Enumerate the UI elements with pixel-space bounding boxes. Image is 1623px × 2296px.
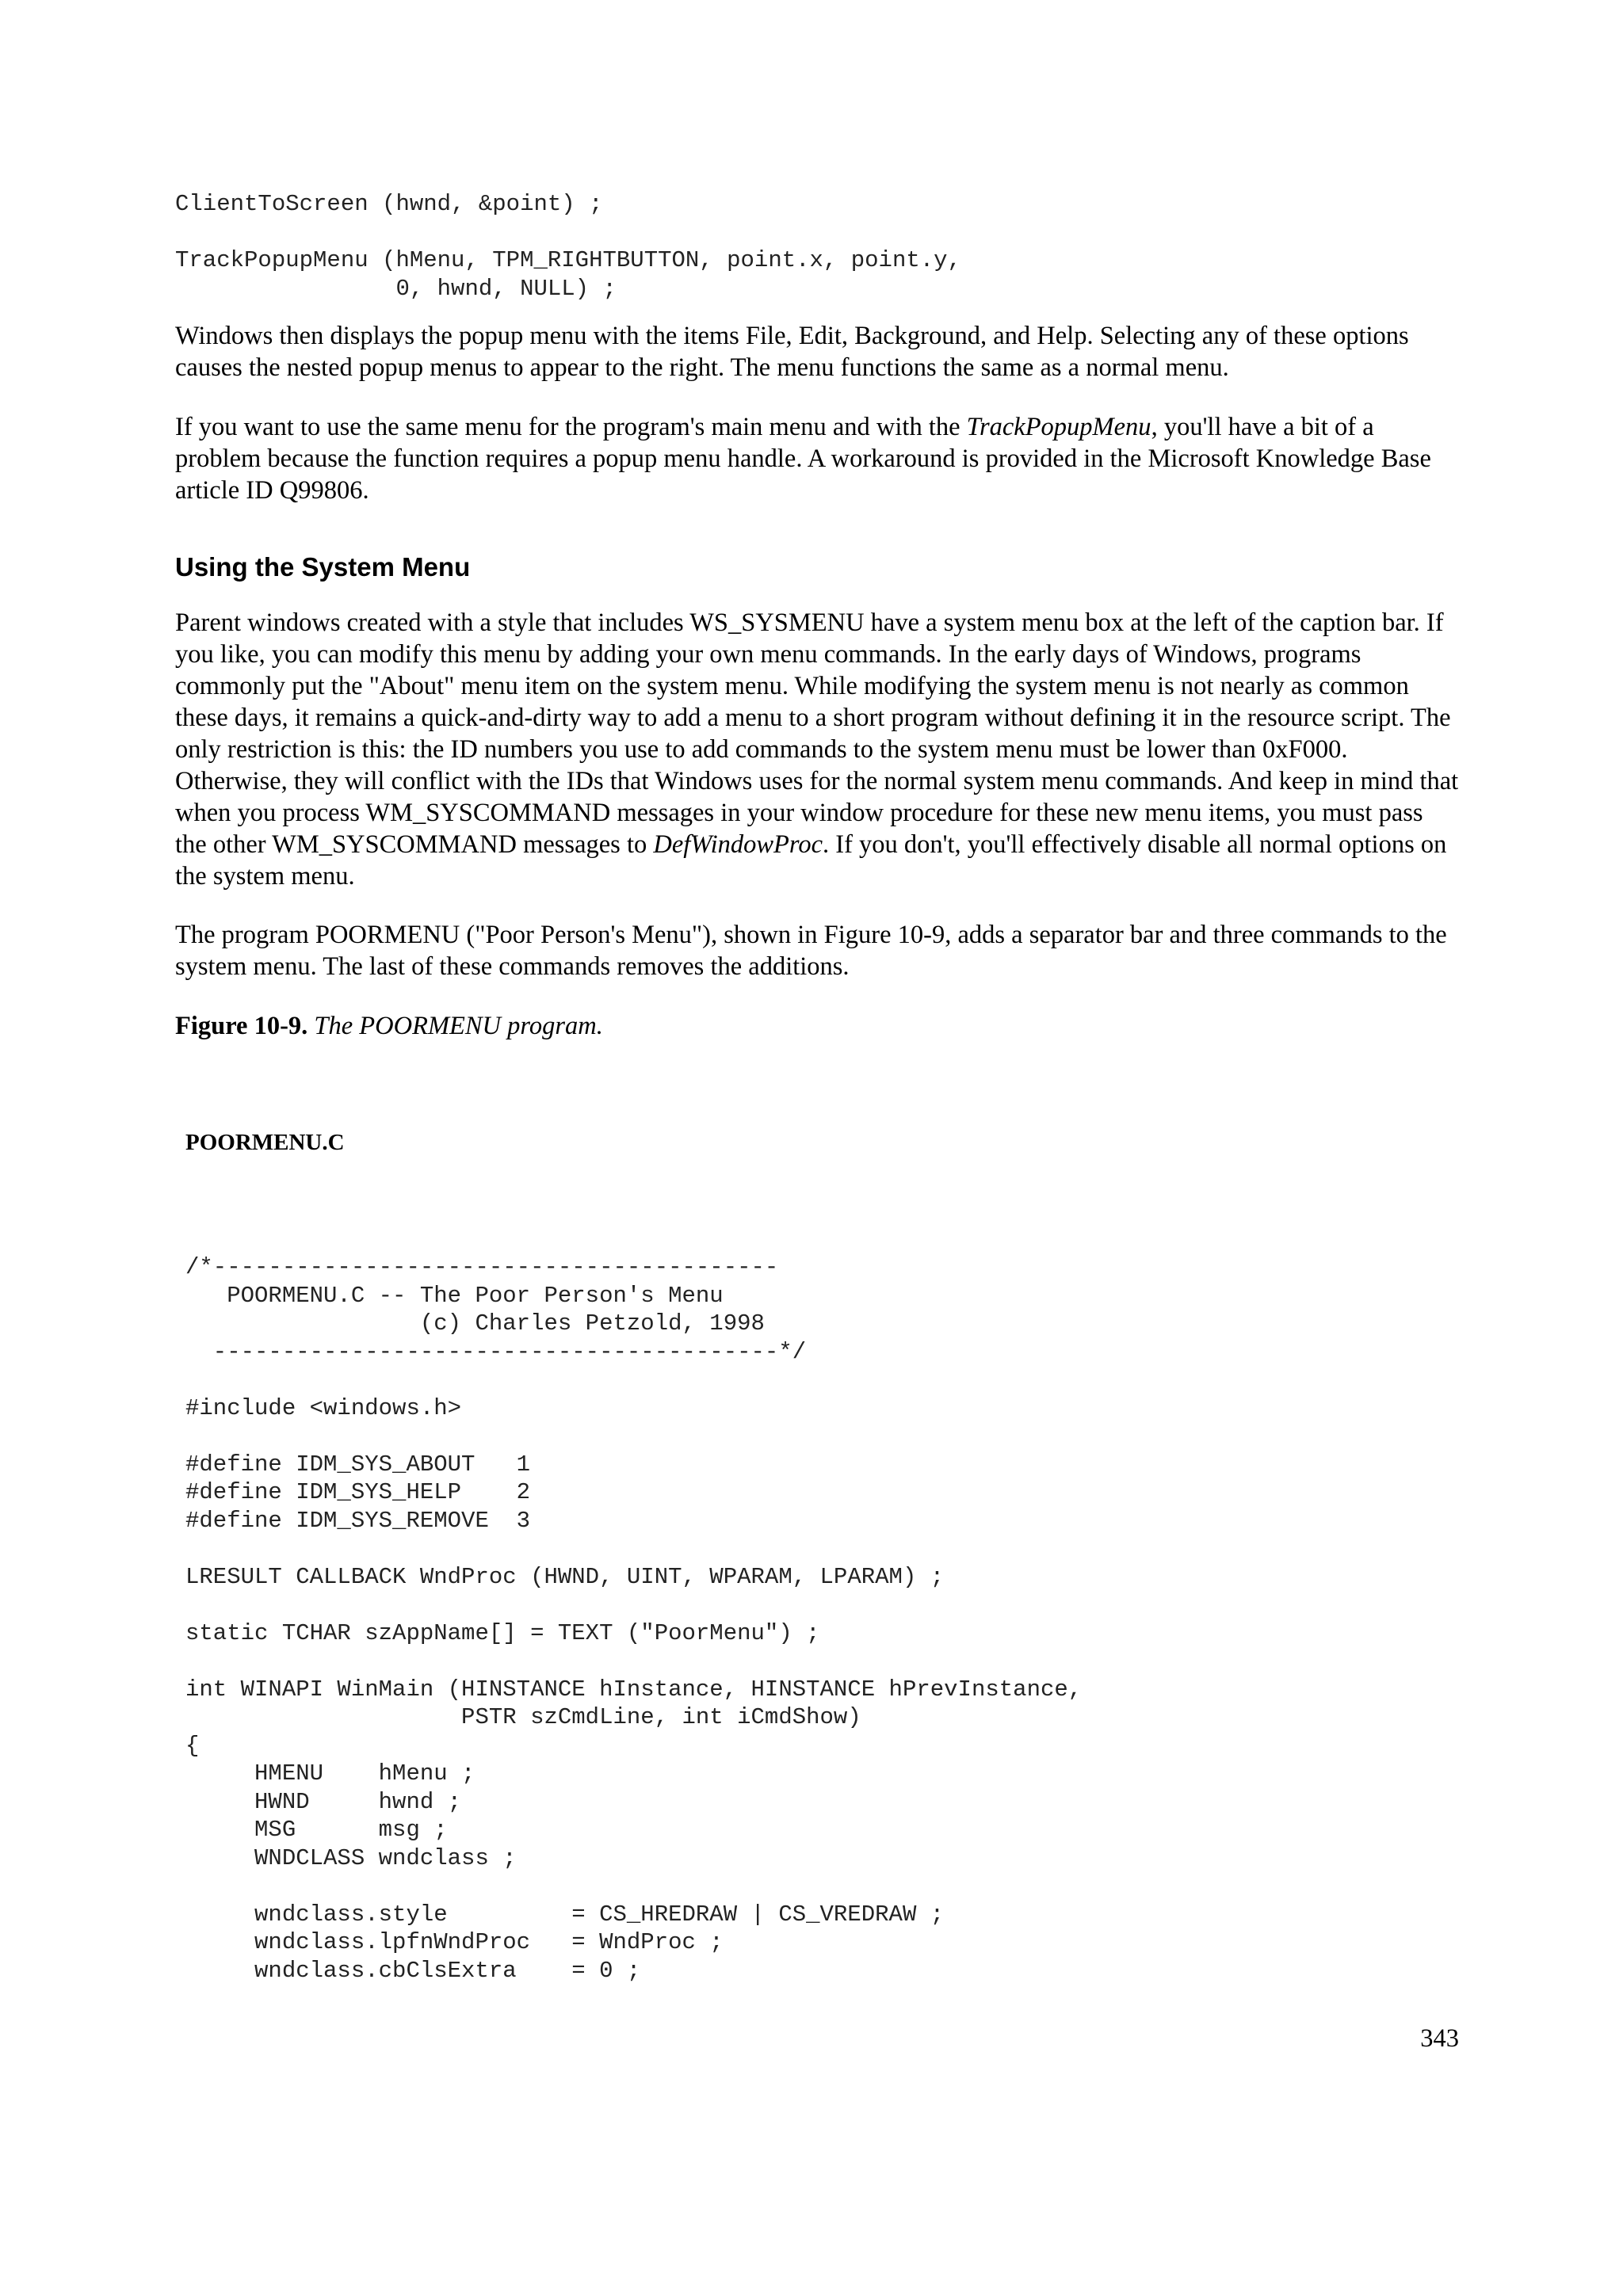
code-line: 0, hwnd, NULL) ; (175, 275, 617, 302)
text-run: . If you don't, you'll effectively disable all normal options on the system menu. (175, 830, 1447, 891)
figure-caption (175, 1010, 603, 1042)
code-snippet-top (175, 190, 961, 303)
figure-label: Figure 10-9. (175, 1012, 308, 1040)
page-number: 343 (1420, 2024, 1459, 2053)
body-paragraph: The program POORMENU ("Poor Person's Menu"), shown in Figure 10-9, adds a separator bar and three commands to the system menu. The last of these commands removes the additions. (175, 921, 1447, 981)
text-run: If you want to use the same menu for the program's main menu and with the (175, 413, 967, 441)
body-paragraph (175, 607, 1459, 892)
function-name: TrackPopupMenu (966, 413, 1151, 441)
body-paragraph (175, 411, 1459, 506)
body-paragraph: Windows then displays the popup menu with the items File, Edit, Background, and Help. Selecting any of these options causes the nested popup menus to appear to the right. The menu functions the same as a normal menu. (175, 322, 1409, 382)
code-line: ClientToScreen (hwnd, &point) ; (175, 191, 603, 217)
code-listing: /*----------------------------------------- POORMENU.C -- The Poor Person's Menu (c) Charles Petzold, 1998 -----------------------------------------*/ #include <windows.h> #define IDM_SYS_ABOUT 1 #define IDM_SYS_HELP 2 #define IDM_SYS_REMOVE 3 LRESULT CALLBACK WndProc (HWND, UINT, WPARAM, LPARAM) ; static TCHAR szAppName[] = TEXT ("PoorMenu") ; int WINAPI WinMain (HINSTANCE hInstance, HINSTANCE hPrevInstance, PSTR szCmdLine, int iCmdShow) { HMENU hMenu ; HWND hwnd ; MSG msg ; WNDCLASS wndclass ; wndclass.style = CS_HREDRAW | CS_VREDRAW ; wndclass.lpfnWndProc = WndProc ; wndclass.cbClsExtra = 0 ; (185, 1254, 1083, 1984)
function-name: DefWindowProc (653, 830, 823, 859)
listing-title: POORMENU.C (185, 1130, 345, 1155)
text-run: Parent windows created with a style that includes WS_SYSMENU have a system menu box at the left of the caption bar. If you like, you can modify this menu by adding your own menu commands. In the early days of Windows, programs commonly put the "About" menu item on the system menu. While modifying the system menu is not nearly as common these days, it remains a quick-and-dirty way to add a menu to a short program without defining it in the resource script. The only restriction is this: the ID numbers you use to add commands to the system menu must be lower than 0xF000. Otherwise, they will conflict with the IDs that Windows uses for the normal system menu commands. And keep in mind that when you process WM_SYSCOMMAND messages in your window procedure for these new menu items, you must pass the other WM_SYSCOMMAND messages to (175, 608, 1459, 859)
figure-title: The POORMENU program. (307, 1012, 603, 1040)
code-line: TrackPopupMenu (hMenu, TPM_RIGHTBUTTON, point.x, point.y, (175, 247, 961, 273)
section-heading: Using the System Menu (175, 552, 471, 582)
text-run: , you'll have a bit of a problem because the function requires a popup menu handle. A workaround is provided in the Microsoft Knowledge Base article ID Q99806. (175, 413, 1431, 505)
